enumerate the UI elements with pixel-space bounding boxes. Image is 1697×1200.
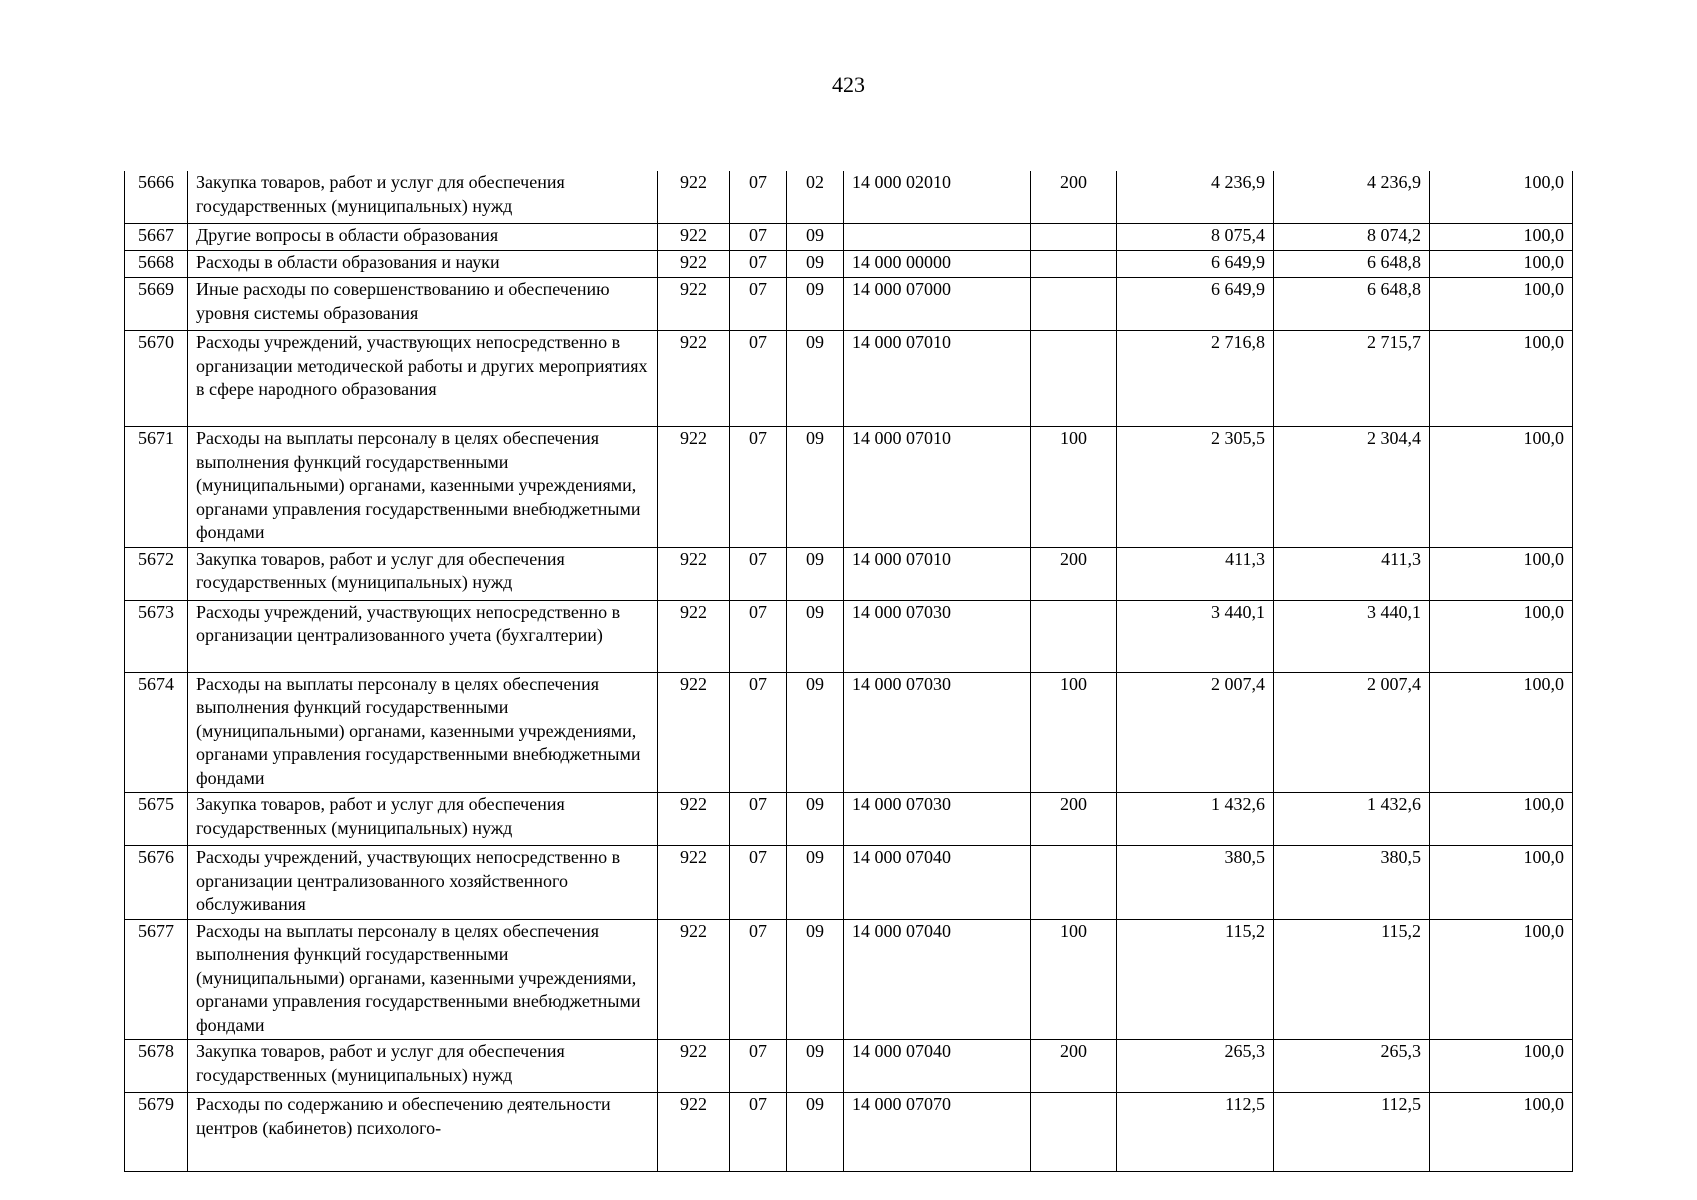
row-target-article: 14 000 07030 (844, 672, 1031, 793)
row-actual-amount: 380,5 (1274, 846, 1430, 920)
table-row (125, 171, 1573, 224)
row-grbs-code: 922 (658, 672, 730, 793)
row-grbs-code: 922 (658, 251, 730, 278)
row-execution-percent: 100,0 (1430, 672, 1573, 793)
row-grbs-code: 922 (658, 1040, 730, 1093)
row-actual-amount: 1 432,6 (1274, 793, 1430, 846)
row-expense-type: 200 (1031, 793, 1117, 846)
table-row (125, 331, 1573, 427)
row-actual-amount: 2 007,4 (1274, 672, 1430, 793)
page-number: 423 (832, 72, 865, 97)
row-actual-amount: 112,5 (1274, 1093, 1430, 1172)
row-number: 5671 (125, 427, 188, 548)
row-number: 5673 (125, 600, 188, 672)
row-execution-percent: 100,0 (1430, 600, 1573, 672)
row-execution-percent: 100,0 (1430, 427, 1573, 548)
row-section-code: 07 (730, 1093, 787, 1172)
row-execution-percent: 100,0 (1430, 224, 1573, 251)
row-planned-amount: 1 432,6 (1117, 793, 1274, 846)
row-expense-type (1031, 331, 1117, 427)
row-planned-amount: 411,3 (1117, 547, 1274, 600)
row-actual-amount: 3 440,1 (1274, 600, 1430, 672)
row-target-article: 14 000 07040 (844, 1040, 1031, 1093)
row-subsection-code: 09 (787, 251, 844, 278)
row-target-article: 14 000 07070 (844, 1093, 1031, 1172)
row-execution-percent: 100,0 (1430, 846, 1573, 920)
row-section-code: 07 (730, 251, 787, 278)
row-target-article: 14 000 00000 (844, 251, 1031, 278)
row-actual-amount: 115,2 (1274, 919, 1430, 1040)
row-subsection-code: 09 (787, 793, 844, 846)
row-expense-type: 100 (1031, 919, 1117, 1040)
row-target-article: 14 000 07010 (844, 547, 1031, 600)
row-target-article (844, 224, 1031, 251)
table-row (125, 278, 1573, 331)
row-execution-percent: 100,0 (1430, 547, 1573, 600)
row-actual-amount: 6 648,8 (1274, 251, 1430, 278)
row-planned-amount: 380,5 (1117, 846, 1274, 920)
row-description: Закупка товаров, работ и услуг для обеспечения государственных (муниципальных) нужд (188, 1040, 658, 1093)
row-expense-type (1031, 1093, 1117, 1172)
row-expense-type: 200 (1031, 547, 1117, 600)
row-planned-amount: 115,2 (1117, 919, 1274, 1040)
row-planned-amount: 2 305,5 (1117, 427, 1274, 548)
table-row (125, 427, 1573, 548)
row-target-article: 14 000 07030 (844, 793, 1031, 846)
row-subsection-code: 09 (787, 600, 844, 672)
row-subsection-code: 09 (787, 846, 844, 920)
row-description: Иные расходы по совершенствованию и обеспечению уровня системы образования (188, 278, 658, 331)
row-number: 5678 (125, 1040, 188, 1093)
row-section-code: 07 (730, 224, 787, 251)
row-expense-type (1031, 846, 1117, 920)
row-target-article: 14 000 07010 (844, 331, 1031, 427)
table-row (125, 547, 1573, 600)
row-planned-amount: 2 716,8 (1117, 331, 1274, 427)
row-section-code: 07 (730, 672, 787, 793)
row-number: 5666 (125, 171, 188, 224)
row-target-article: 14 000 07040 (844, 846, 1031, 920)
table-row (125, 793, 1573, 846)
row-target-article: 14 000 02010 (844, 171, 1031, 224)
budget-table (124, 171, 1573, 1172)
table-row (125, 1040, 1573, 1093)
row-actual-amount: 2 715,7 (1274, 331, 1430, 427)
row-expense-type: 100 (1031, 427, 1117, 548)
row-planned-amount: 265,3 (1117, 1040, 1274, 1093)
row-execution-percent: 100,0 (1430, 793, 1573, 846)
row-number: 5670 (125, 331, 188, 427)
row-actual-amount: 6 648,8 (1274, 278, 1430, 331)
row-execution-percent: 100,0 (1430, 919, 1573, 1040)
row-subsection-code: 09 (787, 331, 844, 427)
row-grbs-code: 922 (658, 1093, 730, 1172)
row-target-article: 14 000 07030 (844, 600, 1031, 672)
row-grbs-code: 922 (658, 793, 730, 846)
row-planned-amount: 2 007,4 (1117, 672, 1274, 793)
row-target-article: 14 000 07040 (844, 919, 1031, 1040)
row-description: Закупка товаров, работ и услуг для обеспечения государственных (муниципальных) нужд (188, 171, 658, 224)
row-actual-amount: 2 304,4 (1274, 427, 1430, 548)
table-row (125, 1093, 1573, 1172)
row-section-code: 07 (730, 919, 787, 1040)
row-number: 5675 (125, 793, 188, 846)
table-row (125, 672, 1573, 793)
row-actual-amount: 411,3 (1274, 547, 1430, 600)
row-actual-amount: 265,3 (1274, 1040, 1430, 1093)
row-actual-amount: 8 074,2 (1274, 224, 1430, 251)
row-execution-percent: 100,0 (1430, 1093, 1573, 1172)
row-number: 5669 (125, 278, 188, 331)
row-description: Расходы на выплаты персоналу в целях обеспечения выполнения функций государственными (муниципальными) органами, казенными учреждениями, органами управления государственными внебюджетными фондами (188, 427, 658, 548)
row-description: Закупка товаров, работ и услуг для обеспечения государственных (муниципальных) нужд (188, 547, 658, 600)
row-target-article: 14 000 07010 (844, 427, 1031, 548)
table-row (125, 919, 1573, 1040)
table-row (125, 224, 1573, 251)
row-expense-type (1031, 224, 1117, 251)
row-actual-amount: 4 236,9 (1274, 171, 1430, 224)
row-planned-amount: 8 075,4 (1117, 224, 1274, 251)
row-grbs-code: 922 (658, 224, 730, 251)
row-expense-type: 200 (1031, 171, 1117, 224)
row-subsection-code: 09 (787, 672, 844, 793)
row-description: Расходы на выплаты персоналу в целях обеспечения выполнения функций государственными (муниципальными) органами, казенными учреждениями, органами управления государственными внебюджетными фондами (188, 919, 658, 1040)
row-section-code: 07 (730, 171, 787, 224)
row-number: 5679 (125, 1093, 188, 1172)
table-row (125, 251, 1573, 278)
row-grbs-code: 922 (658, 427, 730, 548)
row-grbs-code: 922 (658, 919, 730, 1040)
row-section-code: 07 (730, 846, 787, 920)
row-execution-percent: 100,0 (1430, 1040, 1573, 1093)
row-subsection-code: 09 (787, 1040, 844, 1093)
row-section-code: 07 (730, 793, 787, 846)
table-row (125, 600, 1573, 672)
row-target-article: 14 000 07000 (844, 278, 1031, 331)
row-description: Расходы на выплаты персоналу в целях обеспечения выполнения функций государственными (муниципальными) органами, казенными учреждениями, органами управления государственными внебюджетными фондами (188, 672, 658, 793)
row-grbs-code: 922 (658, 846, 730, 920)
row-execution-percent: 100,0 (1430, 171, 1573, 224)
row-number: 5677 (125, 919, 188, 1040)
row-number: 5674 (125, 672, 188, 793)
row-execution-percent: 100,0 (1430, 278, 1573, 331)
row-grbs-code: 922 (658, 331, 730, 427)
row-execution-percent: 100,0 (1430, 251, 1573, 278)
row-section-code: 07 (730, 600, 787, 672)
row-subsection-code: 09 (787, 427, 844, 548)
row-planned-amount: 112,5 (1117, 1093, 1274, 1172)
row-subsection-code: 09 (787, 224, 844, 251)
row-section-code: 07 (730, 278, 787, 331)
row-description: Другие вопросы в области образования (188, 224, 658, 251)
row-description: Расходы учреждений, участвующих непосредственно в организации методической работы и других мероприятиях в сфере народного образования (188, 331, 658, 427)
table-row (125, 846, 1573, 920)
row-grbs-code: 922 (658, 600, 730, 672)
row-description: Расходы учреждений, участвующих непосредственно в организации централизованного хозяйственного обслуживания (188, 846, 658, 920)
row-grbs-code: 922 (658, 171, 730, 224)
row-expense-type: 200 (1031, 1040, 1117, 1093)
row-subsection-code: 09 (787, 919, 844, 1040)
row-description: Расходы в области образования и науки (188, 251, 658, 278)
row-number: 5668 (125, 251, 188, 278)
row-section-code: 07 (730, 1040, 787, 1093)
row-subsection-code: 02 (787, 171, 844, 224)
row-subsection-code: 09 (787, 1093, 844, 1172)
row-number: 5672 (125, 547, 188, 600)
row-expense-type (1031, 251, 1117, 278)
row-description: Расходы учреждений, участвующих непосредственно в организации централизованного учета (бухгалтерии) (188, 600, 658, 672)
row-section-code: 07 (730, 547, 787, 600)
row-number: 5676 (125, 846, 188, 920)
row-planned-amount: 6 649,9 (1117, 251, 1274, 278)
row-grbs-code: 922 (658, 547, 730, 600)
row-number: 5667 (125, 224, 188, 251)
row-grbs-code: 922 (658, 278, 730, 331)
row-description: Закупка товаров, работ и услуг для обеспечения государственных (муниципальных) нужд (188, 793, 658, 846)
row-description: Расходы по содержанию и обеспечению деятельности центров (кабинетов) психолого- (188, 1093, 658, 1172)
row-expense-type (1031, 278, 1117, 331)
row-subsection-code: 09 (787, 547, 844, 600)
row-planned-amount: 3 440,1 (1117, 600, 1274, 672)
row-execution-percent: 100,0 (1430, 331, 1573, 427)
row-section-code: 07 (730, 331, 787, 427)
row-section-code: 07 (730, 427, 787, 548)
row-expense-type: 100 (1031, 672, 1117, 793)
row-planned-amount: 6 649,9 (1117, 278, 1274, 331)
row-planned-amount: 4 236,9 (1117, 171, 1274, 224)
row-expense-type (1031, 600, 1117, 672)
row-subsection-code: 09 (787, 278, 844, 331)
